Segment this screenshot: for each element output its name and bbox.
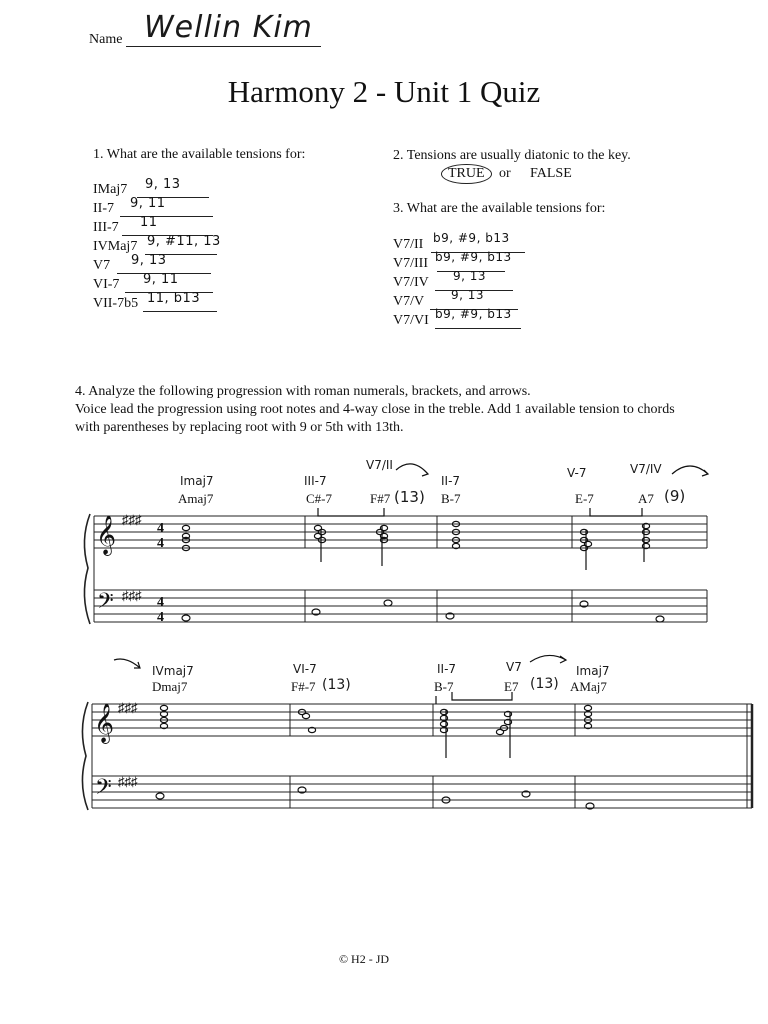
q1-list: [93, 177, 233, 311]
system1-treble-time-top: 4: [157, 521, 164, 536]
chord-symbol: AMaj7: [570, 679, 607, 694]
q3-answer-line[interactable]: [435, 328, 521, 329]
q3-chord: V7/II: [393, 237, 424, 252]
roman-numeral: II-7: [441, 474, 461, 488]
q3-row: [393, 231, 510, 253]
system2-bass-key: ♯♯♯: [118, 774, 138, 789]
system2-treble-staff: [92, 704, 752, 736]
q1-prompt: 1. What are the available tensions for:: [93, 147, 306, 162]
q1-chord: II-7: [93, 201, 114, 216]
q1-answer: 9, 13: [131, 253, 167, 268]
q4-line3: with parentheses by replacing root with 9 or 5th with 13th.: [75, 420, 404, 435]
q1-answer: 9, 13: [145, 177, 181, 192]
roman-numeral: V7/II: [366, 458, 393, 472]
name-field[interactable]: [126, 8, 321, 47]
arrow: [114, 659, 140, 668]
q1-row: [93, 196, 166, 217]
roman-numeral: II-7: [437, 662, 457, 676]
system1-bass-time-bottom: 4: [157, 610, 164, 625]
q3-row: [393, 288, 485, 310]
chord-symbol: C#-7: [306, 491, 332, 506]
arrow: [530, 655, 566, 662]
q1-answer: 11: [140, 215, 158, 230]
system2-treble-clef: 𝄞: [94, 705, 115, 742]
q3-answer: 9, 13: [453, 269, 487, 283]
copyright-footer: © H2 - JD: [338, 952, 390, 966]
page-title: Harmony 2 - Unit 1 Quiz: [227, 74, 541, 109]
chord-symbol: F#-7: [291, 679, 316, 694]
system2-treble-notes: [160, 705, 591, 758]
chord-symbol: F#7: [370, 491, 391, 506]
q1-row: [93, 177, 181, 198]
system1-bass-staff: [94, 590, 707, 622]
bracket: [318, 508, 384, 516]
q3-answer: b9, #9, b13: [435, 250, 512, 264]
bracket: [590, 508, 642, 516]
q3-row: [393, 250, 512, 272]
q4-line1: 4. Analyze the following progression with roman numerals, brackets, and arrows.: [75, 384, 531, 399]
system1-bass-clef: 𝄢: [97, 589, 114, 618]
q1-answer: 11, b13: [147, 291, 201, 306]
name-value: Wellin Kim: [144, 10, 313, 45]
tension-mark: (9): [664, 487, 686, 505]
q1-chord: IVMaj7: [93, 239, 138, 254]
q3-list: [393, 231, 533, 330]
roman-numeral: Imaj7: [576, 664, 610, 678]
q3-chord: V7/IV: [393, 275, 429, 290]
roman-numeral: VI-7: [293, 662, 317, 676]
q1-chord: VI-7: [93, 277, 120, 292]
system1-treble-staff: [94, 516, 707, 548]
q3-answer: b9, #9, b13: [435, 307, 512, 321]
q3-prompt: 3. What are the available tensions for:: [393, 201, 606, 216]
system1-brace: [84, 514, 90, 624]
system2-bass-staff: [92, 776, 752, 808]
q2-true-option[interactable]: [441, 164, 492, 184]
q2-false-label: FALSE: [530, 166, 572, 181]
q1-answer: 9, 11: [143, 272, 179, 287]
system1-bass-key: ♯♯♯: [122, 588, 142, 603]
q3-chord: V7/III: [393, 256, 428, 271]
roman-numeral: IVmaj7: [152, 664, 194, 678]
system2-bass-clef: 𝄢: [95, 775, 112, 804]
roman-numeral: V7: [506, 660, 522, 674]
roman-numeral: V7/IV: [630, 462, 662, 476]
q2-prompt: 2. Tensions are usually diatonic to the key.: [393, 148, 631, 163]
q1-row: [93, 272, 179, 293]
q1-answer: 9, 11: [130, 196, 166, 211]
chord-symbol: Amaj7: [178, 491, 214, 506]
q1-chord: V7: [93, 258, 111, 273]
roman-numeral: V-7: [567, 466, 587, 480]
tension-mark: (13): [322, 677, 351, 693]
q3-answer: b9, #9, b13: [433, 231, 510, 245]
chord-symbol: B-7: [441, 491, 461, 506]
q4-line2: Voice lead the progression using root notes and 4-way close in the treble. Add 1 available tension to chords: [75, 402, 675, 417]
system1-bass-notes: [182, 600, 664, 622]
q3-row: [393, 269, 487, 291]
q2-or-label: or: [499, 166, 511, 181]
q1-chord: III-7: [93, 220, 119, 235]
q1-row: [93, 291, 201, 312]
chord-symbol: A7: [638, 491, 654, 506]
system1-treble-key: ♯♯♯: [122, 512, 142, 527]
q3-answer: 9, 13: [451, 288, 485, 302]
chord-symbol: B-7: [434, 679, 454, 694]
q2-true-label: TRUE: [448, 166, 485, 181]
q2-false-option[interactable]: [530, 166, 572, 182]
q1-row: [93, 215, 158, 236]
chord-symbol: E-7: [575, 491, 594, 506]
q1-chord: IMaj7: [93, 182, 128, 197]
roman-numeral: III-7: [304, 474, 327, 488]
system2-treble-key: ♯♯♯: [118, 700, 138, 715]
name-label: Name: [89, 32, 123, 47]
q1-answer-line[interactable]: [143, 311, 217, 312]
q3-row: [393, 307, 512, 329]
roman-numeral: Imaj7: [180, 474, 214, 488]
q3-chord: V7/V: [393, 294, 425, 309]
system1-treble-notes: [182, 521, 649, 570]
system1-treble-clef: 𝄞: [96, 517, 117, 554]
q1-answer-line[interactable]: [120, 216, 213, 217]
tension-mark: (13): [394, 488, 425, 506]
q1-answer: 9, #11, 13: [147, 234, 221, 249]
system1-treble-time-bottom: 4: [157, 536, 164, 551]
q1-chord: VII-7b5: [93, 296, 139, 311]
system1-bass-time-top: 4: [157, 595, 164, 610]
chord-symbol: E7: [504, 679, 519, 694]
arrow: [396, 464, 428, 474]
system2-brace: [82, 702, 88, 810]
arrow: [672, 466, 708, 474]
q3-chord: V7/VI: [393, 313, 429, 328]
chord-symbol: Dmaj7: [152, 679, 188, 694]
bracket: [452, 692, 512, 700]
system2-bass-notes: [156, 787, 594, 809]
tension-mark: (13): [530, 676, 559, 692]
q1-row: [93, 253, 167, 274]
